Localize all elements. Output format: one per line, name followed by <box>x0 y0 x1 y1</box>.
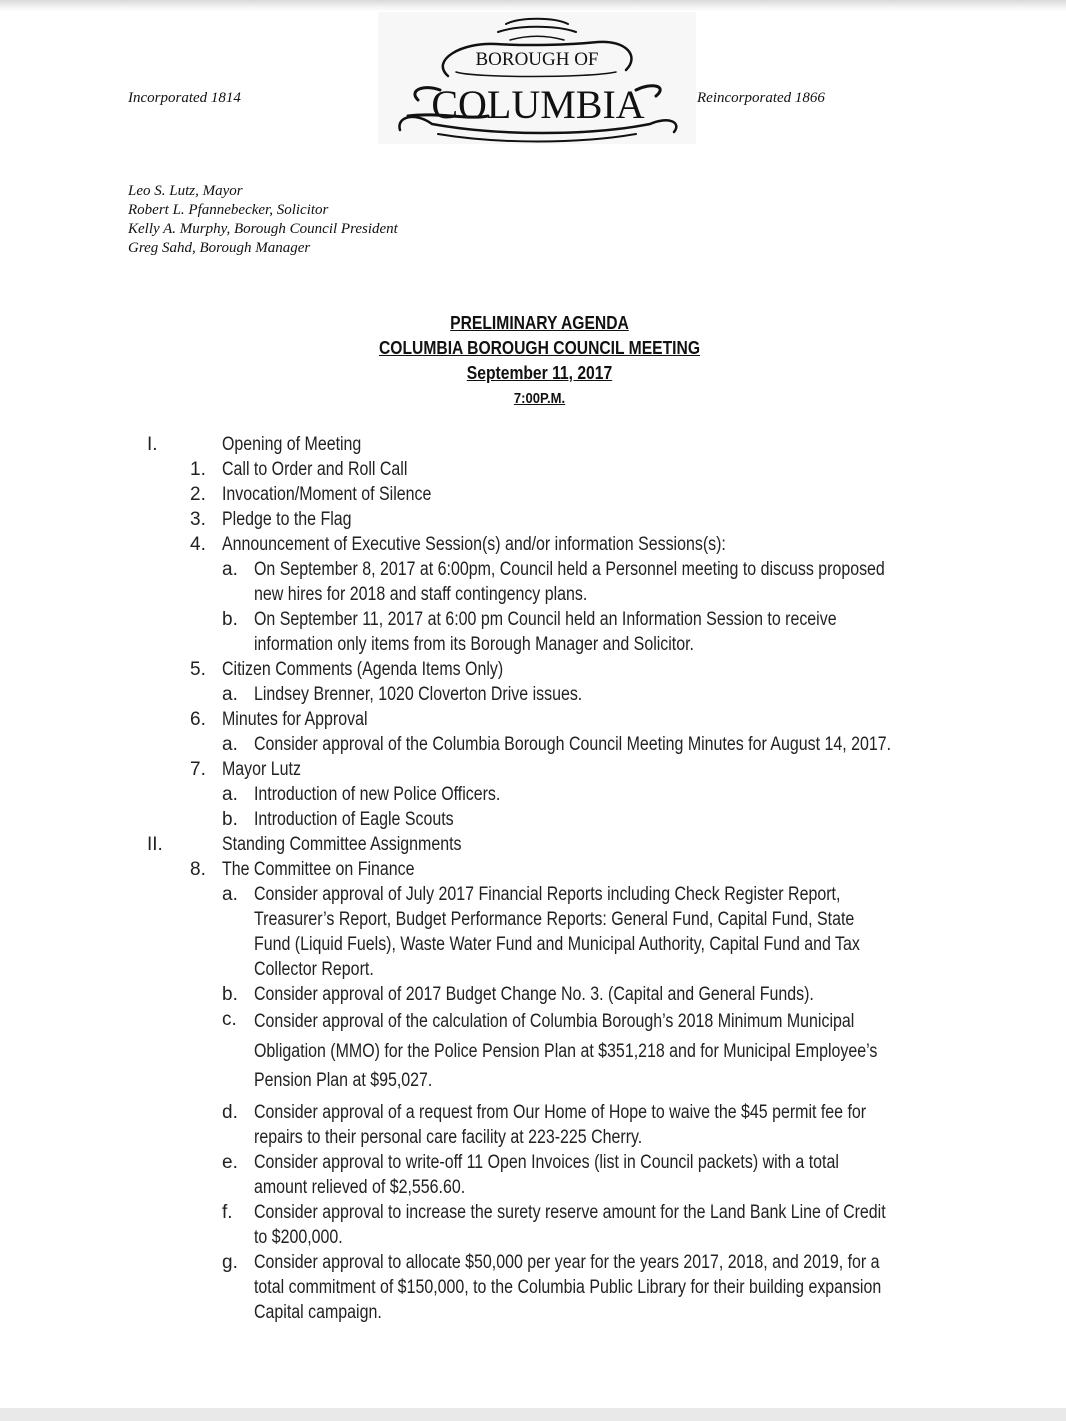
agenda-subitem-8g-cont2: Capital campaign. <box>254 1301 382 1323</box>
agenda-subitem-8g-cont1: total commitment of $150,000, to the Columbia Public Library for their building expansion <box>254 1276 882 1298</box>
agenda-subitem-8f-cont: to $200,000. <box>254 1226 343 1248</box>
official-council-president: Kelly A. Murphy, Borough Council President <box>128 221 398 237</box>
agenda-subitem-8a-cont1: Treasurer’s Report, Budget Performance Reports: General Fund, Capital Fund, State <box>254 909 855 930</box>
agenda-subitem-7b: b. Introduction of Eagle Scouts <box>222 809 454 830</box>
agenda-subitem-4a-cont: new hires for 2018 and staff contingency plans. <box>254 584 588 605</box>
page-bottom-edge <box>0 1408 1066 1421</box>
agenda-item-2: 2. Invocation/Moment of Silence <box>190 484 432 505</box>
agenda-item-3: 3. Pledge to the Flag <box>190 509 352 530</box>
official-mayor: Leo S. Lutz, Mayor <box>128 183 243 199</box>
agenda-item-6: 6. Minutes for Approval <box>190 709 368 730</box>
agenda-subitem-8d: d. Consider approval of a request from Our Home of Hope to waive the $45 permit fee for <box>222 1101 867 1123</box>
agenda-item-7: 7. Mayor Lutz <box>190 759 301 780</box>
agenda-section-i: I. Opening of Meeting <box>147 434 362 455</box>
officials-list <box>128 182 398 258</box>
agenda-subitem-8c: c. Consider approval of the calculation of Columbia Borough’s 2018 Minimum Municipal <box>222 1009 855 1032</box>
reincorporated-note: Reincorporated 1866 <box>697 90 825 106</box>
agenda-subitem-4b-cont: information only items from its Borough Manager and Solicitor. <box>254 634 695 655</box>
title-time: 7:00P.M. <box>513 390 566 407</box>
agenda-subitem-8c-cont2: Pension Plan at $95,027. <box>254 1070 433 1091</box>
logo-line2: COLUMBIA <box>431 82 645 127</box>
agenda-subitem-6a: a. Consider approval of the Columbia Borough Council Meeting Minutes for August 14, 2017. <box>222 734 892 755</box>
logo-line1: BOROUGH OF <box>475 49 599 70</box>
agenda-subitem-8e: e. Consider approval to write-off 11 Open Invoices (list in Council packets) with a total <box>222 1151 839 1173</box>
incorporated-note: Incorporated 1814 <box>128 90 241 106</box>
agenda-subitem-8f: f. Consider approval to increase the surety reserve amount for the Land Bank Line of Credit <box>222 1201 886 1223</box>
agenda-subitem-7a: a. Introduction of new Police Officers. <box>222 784 501 805</box>
agenda-subitem-8a-cont2: Fund (Liquid Fuels), Waste Water Fund and Municipal Authority, Capital Fund and Tax <box>254 934 860 955</box>
agenda-section-ii: II. Standing Committee Assignments <box>147 834 462 855</box>
official-manager: Greg Sahd, Borough Manager <box>128 240 311 256</box>
agenda-subitem-8a-cont3: Collector Report. <box>254 959 374 980</box>
official-solicitor: Robert L. Pfannebecker, Solicitor <box>128 202 329 218</box>
agenda-title-block <box>0 311 1066 411</box>
title-preliminary-agenda: PRELIMINARY AGENDA <box>450 313 629 333</box>
agenda-item-8: 8. The Committee on Finance <box>190 859 415 880</box>
agenda-list <box>0 432 1066 1325</box>
agenda-subitem-8a: a. Consider approval of July 2017 Financial Reports including Check Register Report, <box>222 884 841 905</box>
title-meeting: COLUMBIA BOROUGH COUNCIL MEETING <box>378 338 701 358</box>
agenda-item-4: 4. Announcement of Executive Session(s) and/or information Sessions(s): <box>190 534 726 555</box>
borough-logo <box>378 12 696 144</box>
agenda-subitem-4a: a. On September 8, 2017 at 6:00pm, Council held a Personnel meeting to discuss proposed <box>222 559 885 580</box>
title-date: September 11, 2017 <box>466 363 613 383</box>
agenda-subitem-5a: a. Lindsey Brenner, 1020 Cloverton Drive issues. <box>222 684 583 705</box>
borough-logo-image <box>378 12 696 144</box>
agenda-item-1: 1. Call to Order and Roll Call <box>190 459 408 480</box>
agenda-subitem-8c-cont1: Obligation (MMO) for the Police Pension Plan at $351,218 and for Municipal Employee’s <box>254 1040 878 1062</box>
agenda-subitem-8d-cont: repairs to their personal care facility at 223-225 Cherry. <box>254 1126 643 1148</box>
agenda-subitem-8e-cont: amount relieved of $2,556.60. <box>254 1176 466 1198</box>
page-top-edge <box>0 0 1066 12</box>
agenda-subitem-8b: b. Consider approval of 2017 Budget Change No. 3. (Capital and General Funds). <box>222 984 814 1005</box>
agenda-item-5: 5. Citizen Comments (Agenda Items Only) <box>190 659 504 680</box>
agenda-subitem-8g: g. Consider approval to allocate $50,000 per year for the years 2017, 2018, and 2019, for a <box>222 1251 880 1273</box>
agenda-subitem-4b: b. On September 11, 2017 at 6:00 pm Council held an Information Session to receive <box>222 609 837 630</box>
